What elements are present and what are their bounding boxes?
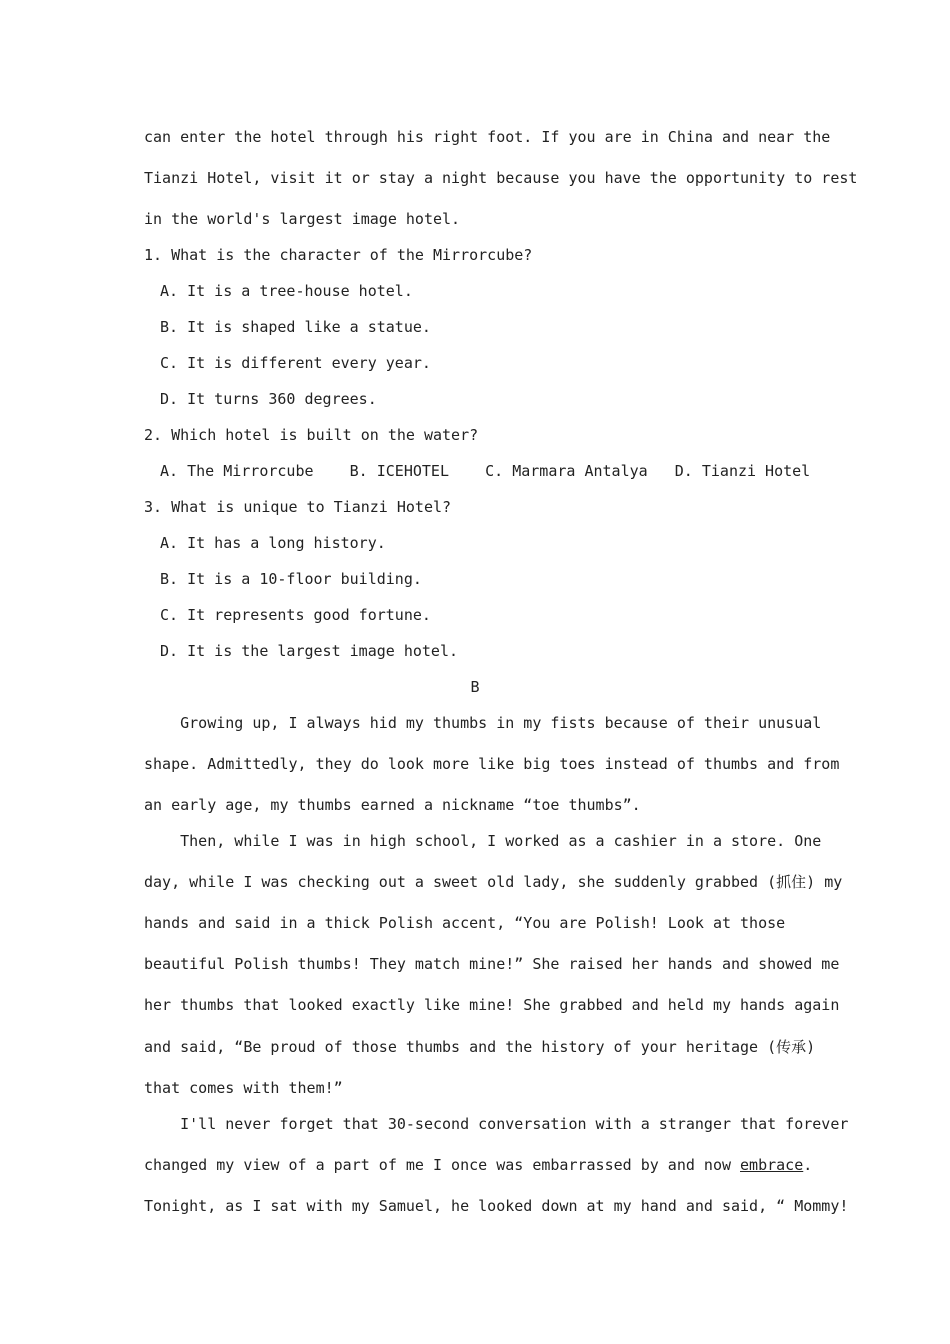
passage-b-text: changed my view of a part of me I once was embarrassed by and now: [144, 1156, 741, 1174]
passage-b-text: .: [803, 1156, 813, 1174]
passage-b-line: [144, 1155, 814, 1175]
question-3-option-b: B. It is a 10-floor building.: [160, 570, 422, 588]
question-2-options: A. The Mirrorcube B. ICEHOTEL C. Marmara Antalya D. Tianzi Hotel: [160, 462, 811, 480]
question-1-stem: 1. What is the character of the Mirrorcube?: [144, 246, 533, 264]
passage-line: Tianzi Hotel, visit it or stay a night because you have the opportunity to rest: [144, 169, 858, 187]
passage-b-line: Tonight, as I sat with my Samuel, he looked down at my hand and said, “ Mommy!: [144, 1197, 849, 1215]
passage-b-line: an early age, my thumbs earned a nickname “toe thumbs”.: [144, 796, 641, 814]
question-3-option-d: D. It is the largest image hotel.: [160, 642, 459, 660]
question-3-option-c: C. It represents good fortune.: [160, 606, 431, 624]
question-3-stem: 3. What is unique to Tianzi Hotel?: [144, 498, 452, 516]
question-1-option-a: A. It is a tree-house hotel.: [160, 282, 413, 300]
underlined-word-embrace: embrace: [740, 1156, 804, 1174]
question-2-stem: 2. Which hotel is built on the water?: [144, 426, 479, 444]
passage-line: can enter the hotel through his right foot. If you are in China and near the: [144, 128, 831, 146]
passage-b-line: and said, “Be proud of those thumbs and the history of your heritage (传承): [144, 1038, 816, 1056]
question-3-option-a: A. It has a long history.: [160, 534, 386, 552]
passage-b-line: Then, while I was in high school, I worked as a cashier in a store. One: [144, 832, 822, 850]
question-1-option-d: D. It turns 360 degrees.: [160, 390, 377, 408]
passage-b-line: that comes with them!”: [144, 1079, 343, 1097]
passage-b-line: beautiful Polish thumbs! They match mine!” She raised her hands and showed me: [144, 955, 840, 973]
passage-b-line: I'll never forget that 30-second conversation with a stranger that forever: [144, 1115, 849, 1133]
question-1-option-b: B. It is shaped like a statue.: [160, 318, 431, 336]
passage-b-line: day, while I was checking out a sweet old lady, she suddenly grabbed (抓住) my: [144, 873, 843, 891]
section-b-heading: B: [470, 678, 480, 696]
passage-b-line: her thumbs that looked exactly like mine! She grabbed and held my hands again: [144, 996, 840, 1014]
passage-b-line: Growing up, I always hid my thumbs in my fists because of their unusual: [144, 714, 822, 732]
passage-b-line: shape. Admittedly, they do look more like big toes instead of thumbs and from: [144, 755, 840, 773]
question-1-option-c: C. It is different every year.: [160, 354, 431, 372]
passage-line: in the world's largest image hotel.: [144, 210, 461, 228]
passage-b-line: hands and said in a thick Polish accent, “You are Polish! Look at those: [144, 914, 786, 932]
